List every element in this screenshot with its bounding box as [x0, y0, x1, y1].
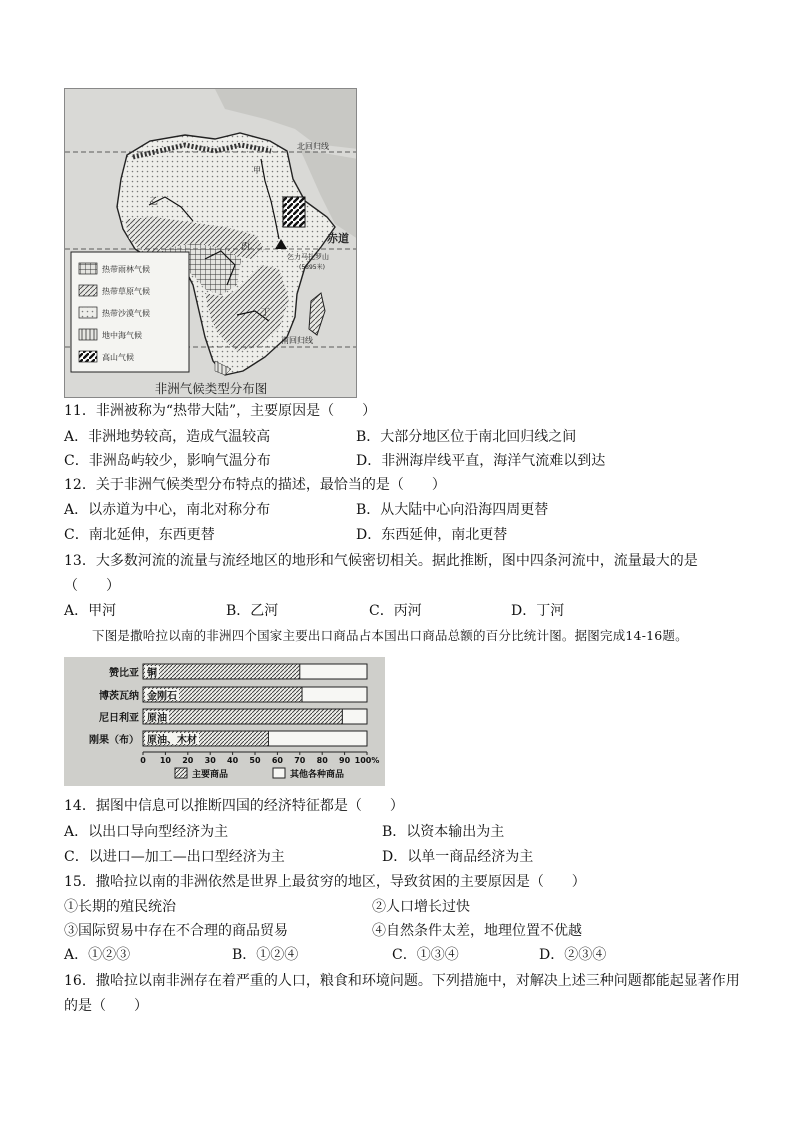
- label-jia: 甲: [253, 166, 261, 175]
- map-caption: 非洲气候类型分布图: [154, 381, 268, 396]
- q13-option-d[interactable]: D．丁河: [511, 603, 565, 619]
- legend-swatch-rainforest: [79, 263, 97, 274]
- bar-main-goods: [143, 664, 300, 679]
- bar-data-label: 原油、木材: [147, 735, 197, 746]
- q13-option-b[interactable]: B．乙河: [226, 603, 279, 619]
- q15-item-2: ②人口增长过快: [372, 899, 470, 915]
- section-intro: 下图是撒哈拉以南的非洲四个国家主要出口商品占本国出口商品总额的百分比统计图。据图完成14-16题。: [92, 628, 688, 643]
- category-label: 刚果（布）: [89, 735, 139, 746]
- x-tick-label: 80: [316, 756, 328, 765]
- category-label: 尼日利亚: [99, 713, 139, 724]
- label-yi: 乙: [149, 197, 159, 207]
- x-tick-label: 0: [140, 756, 146, 765]
- x-tick-label: 100%: [354, 756, 380, 765]
- x-tick-label: 30: [204, 756, 216, 765]
- q15-item-3: ③国际贸易中存在不合理的商品贸易: [64, 923, 288, 939]
- legend-label-mediterranean: 地中海气候: [102, 331, 142, 340]
- q12-option-c[interactable]: C．南北延伸，东西更替: [64, 527, 215, 543]
- q14-stem: 14．据图中信息可以推断四国的经济特征都是（ ）: [64, 798, 404, 814]
- bar-data-label: 金刚石: [147, 691, 177, 702]
- q15-option-b[interactable]: B．①②④: [232, 947, 299, 963]
- bar-data-label: 原油: [147, 713, 167, 724]
- q13-paren: （ ）: [64, 578, 120, 594]
- label-elevation: (5895米): [299, 264, 325, 271]
- q11-option-a[interactable]: A．非洲地势较高，造成气温较高: [64, 429, 271, 445]
- q15-option-d[interactable]: D．②③④: [539, 947, 607, 963]
- label-bing: 丙: [241, 242, 251, 252]
- q15-item-1: ①长期的殖民统治: [64, 899, 176, 915]
- q11-option-b[interactable]: B．大部分地区位于南北回归线之间: [356, 429, 577, 445]
- legend-swatch-main-goods: [175, 768, 187, 778]
- q14-option-b[interactable]: B．以资本输出为主: [382, 824, 505, 840]
- label-tropic-north: 北回归线: [297, 142, 329, 151]
- q12-option-d[interactable]: D．东西延伸，南北更替: [356, 527, 508, 543]
- legend-swatch-mediterranean: [79, 329, 97, 340]
- x-tick-label: 40: [227, 756, 239, 765]
- map-svg: [65, 89, 357, 398]
- q12-option-b[interactable]: B．从大陆中心向沿海四周更替: [356, 502, 549, 518]
- q13-option-c[interactable]: C．丙河: [369, 603, 422, 619]
- q11-stem: 11．非洲被称为“热带大陆”，主要原因是（ ）: [64, 403, 377, 419]
- legend-label-other-goods: 其他各种商品: [290, 770, 345, 780]
- legend-swatch-savanna: [79, 285, 97, 296]
- q16-stem: 16．撒哈拉以南非洲存在着严重的人口，粮食和环境问题。下列措施中，对解决上述三种问题都能起显著作用: [64, 973, 740, 989]
- madagascar: [309, 293, 325, 335]
- x-tick-label: 70: [294, 756, 306, 765]
- category-label: 赞比亚: [109, 668, 139, 679]
- x-tick-label: 90: [339, 756, 351, 765]
- legend-label-highland: 高山气候: [102, 353, 134, 362]
- x-tick-label: 50: [249, 756, 261, 765]
- q13-option-a[interactable]: A．甲河: [64, 603, 117, 619]
- q12-stem: 12．关于非洲气候类型分布特点的描述，最恰当的是（ ）: [64, 477, 446, 493]
- label-equator: 赤道: [327, 232, 349, 245]
- legend-swatch-desert: [79, 307, 97, 318]
- q14-option-c[interactable]: C．以进口—加工—出口型经济为主: [64, 849, 285, 865]
- highland-ethiopia: [283, 197, 305, 227]
- q15-stem: 15．撒哈拉以南的非洲依然是世界上最贫穷的地区，导致贫困的主要原因是（ ）: [64, 874, 586, 890]
- q15-item-4: ④自然条件太差，地理位置不优越: [372, 923, 582, 939]
- q11-option-c[interactable]: C．非洲岛屿较少，影响气温分布: [64, 453, 271, 469]
- africa-climate-map: [64, 88, 357, 398]
- category-label: 博茨瓦纳: [99, 691, 139, 702]
- q12-option-a[interactable]: A．以赤道为中心，南北对称分布: [64, 502, 271, 518]
- label-kilimanjaro: 乞力马扎罗山: [287, 253, 329, 261]
- label-tropic-south: 南回归线: [281, 336, 313, 345]
- x-tick-label: 10: [159, 756, 171, 765]
- q13-stem: 13．大多数河流的流量与流经地区的地形和气候密切相关。据此推断，图中四条河流中，流量最大的是: [64, 553, 698, 569]
- legend-swatch-highland: [79, 351, 97, 362]
- q16-stem-continued: 的是（ ）: [64, 998, 148, 1014]
- bar-main-goods: [143, 709, 342, 724]
- legend-label-main-goods: 主要商品: [192, 770, 229, 780]
- q15-option-c[interactable]: C．①③④: [392, 947, 459, 963]
- legend-swatch-other-goods: [273, 768, 285, 778]
- bar-data-label: 铜: [147, 668, 157, 679]
- label-ding: 丁: [261, 308, 271, 318]
- export-chart: [64, 657, 385, 786]
- q14-option-a[interactable]: A．以出口导向型经济为主: [64, 824, 229, 840]
- x-tick-label: 60: [271, 756, 283, 765]
- export-chart-svg: [64, 657, 385, 786]
- legend-label-desert: 热带沙漠气候: [102, 309, 150, 318]
- q11-option-d[interactable]: D．非洲海岸线平直，海洋气流难以到达: [356, 453, 606, 469]
- q14-option-d[interactable]: D．以单一商品经济为主: [382, 849, 534, 865]
- q15-option-a[interactable]: A．①②③: [64, 947, 131, 963]
- x-tick-label: 20: [182, 756, 194, 765]
- legend-label-savanna: 热带草原气候: [102, 287, 150, 296]
- legend-label-rainforest: 热带雨林气候: [102, 265, 150, 274]
- map-legend: [71, 252, 189, 372]
